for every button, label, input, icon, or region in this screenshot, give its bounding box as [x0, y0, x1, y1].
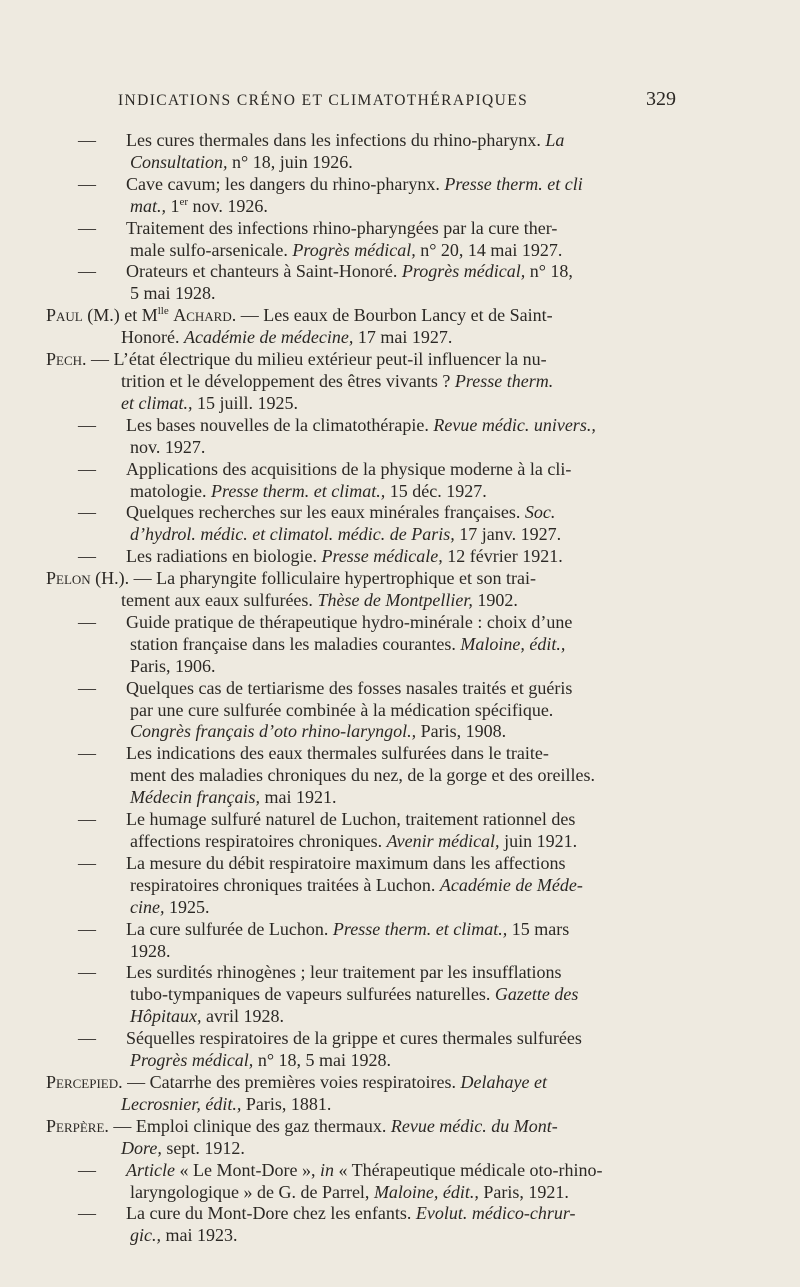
entry-line — [126, 524, 800, 546]
entry-line — [126, 196, 800, 218]
text-run: male sulfo-arsenicale. — [130, 239, 293, 260]
bibliography-subentry — [0, 130, 800, 174]
entry-line — [46, 349, 800, 371]
entry-line — [126, 261, 800, 283]
text-run: 5 mai 1928. — [130, 283, 216, 304]
text-run: ment des maladies chroniques du nez, de la gorge et des oreilles. — [130, 765, 596, 786]
bibliography-subentry — [0, 678, 800, 744]
bibliography-subentry — [0, 853, 800, 919]
bibliography-subentry — [0, 459, 800, 503]
source-title: Académie de médecine, — [183, 327, 354, 348]
source-title: Article — [126, 1159, 175, 1180]
entry-dash: — — [78, 962, 96, 983]
entry-line — [126, 546, 800, 568]
text-run: La cure sulfurée de Luchon. — [126, 918, 333, 939]
source-title: Progrès médical, — [401, 261, 526, 282]
entry-line — [126, 415, 800, 437]
entry-line — [126, 502, 800, 524]
bibliography-list — [0, 130, 800, 1247]
text-run: Les cures thermales dans les infections du rhino-pharynx. — [126, 130, 546, 150]
source-title: gic., — [130, 1225, 161, 1246]
entry-dash: — — [78, 809, 96, 830]
source-title: Presse therm. et climat., — [210, 480, 386, 501]
text-run: Séquelles respiratoires de la grippe et cures thermales sulfurées — [126, 1028, 582, 1049]
source-title: Lecrosnier, édit., — [121, 1093, 242, 1114]
source-title: Maloine, édit., — [373, 1181, 479, 1202]
entry-line — [126, 130, 800, 152]
bibliography-subentry — [0, 919, 800, 963]
entry-line — [126, 240, 800, 262]
text-run: 15 juill. 1925. — [192, 392, 298, 413]
bibliography-subentry — [0, 174, 800, 218]
source-title: Avenir médical, — [386, 831, 500, 851]
text-run: 15 mars — [507, 918, 570, 939]
entry-dash: — — [78, 261, 96, 282]
text-run: nov. 1926. — [188, 195, 268, 216]
author-name: Percepied — [46, 1071, 119, 1092]
source-title: Dore, — [121, 1137, 162, 1158]
author-name: Pech — [46, 349, 83, 370]
entry-line — [126, 765, 800, 787]
text-run: . — Emploi clinique des gaz thermaux. — [104, 1115, 391, 1136]
bibliography-subentry — [0, 962, 800, 1028]
entry-line — [46, 327, 800, 349]
bibliography-entry — [0, 1072, 800, 1116]
entry-line — [126, 875, 800, 897]
running-head — [0, 88, 800, 120]
entry-line — [46, 1072, 800, 1094]
entry-line — [126, 152, 800, 174]
entry-line — [46, 305, 800, 327]
author-name: Pelon — [46, 568, 91, 589]
entry-line — [46, 1138, 800, 1160]
bibliography-subentry — [0, 1160, 800, 1204]
text-run: . — Catarrhe des premières voies respiratoires. — [118, 1071, 461, 1092]
entry-line — [126, 459, 800, 481]
text-run: Quelques recherches sur les eaux minérales françaises. — [126, 502, 525, 523]
text-run: Cave cavum; les dangers du rhino-pharynx. — [126, 173, 445, 194]
bibliography-entry — [0, 1116, 800, 1160]
entry-dash: — — [78, 173, 96, 194]
text-run: n° 18, 5 mai 1928. — [253, 1050, 392, 1071]
source-title: Gazette des — [494, 984, 579, 1005]
source-title: Revue médic. univers., — [433, 414, 596, 435]
entry-dash: — — [78, 1159, 96, 1180]
text-run: 12 février 1921. — [442, 546, 563, 567]
entry-line — [126, 1050, 800, 1072]
text-run: . — Les eaux de Bourbon Lancy et de Saint- — [231, 305, 553, 326]
bibliography-subentry — [0, 502, 800, 546]
entry-dash: — — [78, 852, 96, 873]
entry-dash: — — [78, 743, 96, 764]
entry-line — [126, 919, 800, 941]
text-run: 15 déc. 1927. — [385, 480, 487, 501]
entry-line — [126, 1225, 800, 1247]
entry-line — [126, 481, 800, 503]
bibliography-subentry — [0, 261, 800, 305]
text-run: n° 20, 14 mai 1927. — [415, 239, 563, 260]
entry-line — [46, 393, 800, 415]
entry-line — [126, 1006, 800, 1028]
source-title: Soc. — [524, 502, 556, 523]
entry-line — [126, 678, 800, 700]
text-run: « Thérapeutique médicale oto-rhino- — [333, 1159, 603, 1180]
entry-line — [126, 809, 800, 831]
text-run: La mesure du débit respiratoire maximum dans les affections — [126, 852, 566, 873]
entry-dash: — — [78, 1203, 96, 1224]
text-run: . — L’état électrique du milieu extérieur peut-il influencer la nu- — [82, 349, 547, 370]
text-run: Paris, 1881. — [241, 1093, 332, 1114]
source-title: in — [319, 1159, 334, 1180]
bibliography-subentry — [0, 1028, 800, 1072]
entry-dash: — — [78, 458, 96, 479]
entry-line — [126, 941, 800, 963]
bibliography-subentry — [0, 1203, 800, 1247]
text-run: respiratoires chroniques traitées à Luchon. — [130, 874, 440, 895]
entry-line — [46, 1094, 800, 1116]
text-run: nov. 1927. — [130, 436, 206, 457]
entry-line — [126, 853, 800, 875]
text-run: sept. 1912. — [161, 1137, 245, 1158]
text-run: (H.). — La pharyngite folliculaire hypertrophique et son trai- — [90, 568, 537, 589]
bibliography-entry — [0, 568, 800, 612]
text-run: Orateurs et chanteurs à Saint-Honoré. — [126, 261, 402, 282]
bibliography-entry — [0, 305, 800, 349]
source-title: et climat., — [121, 392, 193, 413]
text-run: mai 1921. — [259, 787, 337, 808]
source-title: Thèse de Montpellier, — [317, 590, 473, 611]
text-run: Le humage sulfuré naturel de Luchon, traitement rationnel des — [126, 809, 576, 830]
bibliography-subentry — [0, 809, 800, 853]
entry-line — [46, 1116, 800, 1138]
entry-line — [126, 700, 800, 722]
text-run: Paris, 1908. — [416, 721, 507, 742]
entry-line — [126, 656, 800, 678]
source-title: Progrès médical, — [130, 1050, 254, 1071]
running-title: INDICATIONS CRÉNO ET CLIMATOTHÉRAPIQUES — [118, 92, 529, 109]
source-title: Progrès médical, — [292, 239, 416, 260]
entry-dash: — — [78, 918, 96, 939]
bibliography-subentry — [0, 612, 800, 678]
source-title: Maloine, édit., — [460, 633, 566, 654]
entry-line — [126, 437, 800, 459]
entry-line — [126, 743, 800, 765]
bibliography-subentry — [0, 546, 800, 568]
entry-dash: — — [78, 677, 96, 698]
entry-dash: — — [78, 217, 96, 238]
entry-line — [126, 1203, 800, 1225]
source-title: Médecin français, — [130, 787, 260, 808]
bibliography-subentry — [0, 218, 800, 262]
text-run: Les indications des eaux thermales sulfurées dans le traite- — [126, 743, 549, 764]
text-run: Paris, 1921. — [478, 1181, 569, 1202]
entry-dash: — — [78, 130, 96, 150]
entry-line — [126, 1028, 800, 1050]
source-title: Hôpitaux, — [130, 1006, 202, 1027]
entry-dash: — — [78, 502, 96, 523]
source-title: Consultation, — [130, 151, 228, 172]
text-run: er — [179, 195, 189, 208]
bibliography-subentry — [0, 415, 800, 459]
text-run: lle — [157, 305, 169, 318]
source-title: Congrès français d’oto rhino-laryngol., — [130, 721, 417, 742]
entry-line — [126, 897, 800, 919]
text-run: La cure du Mont-Dore chez les enfants. — [126, 1203, 416, 1224]
bibliography-subentry — [0, 743, 800, 809]
entry-line — [126, 787, 800, 809]
text-run: n° 18, — [525, 261, 573, 282]
text-run: tement aux eaux sulfurées. — [121, 590, 318, 611]
text-run: 1 — [166, 195, 180, 216]
text-run: Traitement des infections rhino-pharyngées par la cure ther- — [126, 217, 558, 238]
text-run: laryngologique » de G. de Parrel, — [130, 1181, 374, 1202]
author-name: Paul — [46, 305, 83, 326]
entry-line — [126, 1182, 800, 1204]
text-run: matologie. — [130, 480, 211, 501]
entry-dash: — — [78, 546, 96, 567]
author-name: Perpère — [46, 1115, 105, 1136]
entry-line — [46, 568, 800, 590]
source-title: Revue médic. du Mont- — [390, 1115, 558, 1136]
text-run: 17 janv. 1927. — [454, 524, 562, 545]
entry-dash: — — [78, 1028, 96, 1049]
entry-line — [46, 371, 800, 393]
bibliography-entry — [0, 349, 800, 415]
entry-dash: — — [78, 414, 96, 435]
text-run: tubo-tympaniques de vapeurs sulfurées naturelles. — [130, 984, 495, 1005]
source-title: Presse médicale, — [321, 546, 443, 567]
text-run: Honoré. — [121, 327, 184, 348]
text-run: « Le Mont-Dore », — [174, 1159, 320, 1180]
entry-line — [126, 174, 800, 196]
entry-line — [126, 721, 800, 743]
entry-line — [126, 984, 800, 1006]
entry-line — [126, 831, 800, 853]
text-run: juin 1921. — [499, 831, 578, 851]
entry-line — [46, 590, 800, 612]
text-run: Guide pratique de thérapeutique hydro-minérale : choix d’une — [126, 611, 573, 632]
text-run: Quelques cas de tertiarisme des fosses nasales traités et guéris — [126, 677, 573, 698]
entry-line — [126, 634, 800, 656]
source-title: Delahaye et — [460, 1071, 547, 1092]
source-title: Presse therm. et cli — [444, 173, 583, 194]
author-name: Achard — [173, 305, 232, 326]
text-run: station française dans les maladies courantes. — [130, 633, 461, 654]
source-title: Presse therm. et climat., — [332, 918, 508, 939]
entry-line — [126, 283, 800, 305]
text-run: n° 18, juin 1926. — [227, 151, 353, 172]
text-run: Applications des acquisitions de la physique moderne à la cli- — [126, 458, 572, 479]
source-title: Evolut. médico-chrur- — [415, 1203, 576, 1224]
text-run: trition et le développement des êtres vivants ? — [121, 370, 455, 391]
text-run: mai 1923. — [161, 1225, 238, 1246]
source-title: cine, — [130, 896, 165, 917]
text-run: Les surdités rhinogènes ; leur traitement par les insufflations — [126, 962, 562, 983]
source-title: La — [545, 130, 565, 150]
text-run: par une cure sulfurée combinée à la médication spécifique. — [130, 699, 554, 720]
source-title: Académie de Méde- — [439, 874, 583, 895]
text-run: Les radiations en biologie. — [126, 546, 322, 567]
entry-line — [126, 962, 800, 984]
text-run: Paris, 1906. — [130, 655, 216, 676]
text-run: 17 mai 1927. — [353, 327, 453, 348]
entry-dash: — — [78, 611, 96, 632]
source-title: Presse therm. — [454, 370, 554, 391]
text-run: 1925. — [164, 896, 210, 917]
page-number: 329 — [646, 88, 676, 110]
entry-line — [126, 612, 800, 634]
entry-line — [126, 218, 800, 240]
entry-line — [126, 1160, 800, 1182]
text-run: (M.) et M — [82, 305, 158, 326]
text-run: Les bases nouvelles de la climatothérapie. — [126, 414, 434, 435]
text-run: affections respiratoires chroniques. — [130, 831, 387, 851]
source-title: mat., — [130, 195, 166, 216]
text-run: 1928. — [130, 940, 171, 961]
text-run: 1902. — [472, 590, 518, 611]
text-run: avril 1928. — [201, 1006, 284, 1027]
source-title: d’hydrol. médic. et climatol. médic. de Paris, — [130, 524, 455, 545]
